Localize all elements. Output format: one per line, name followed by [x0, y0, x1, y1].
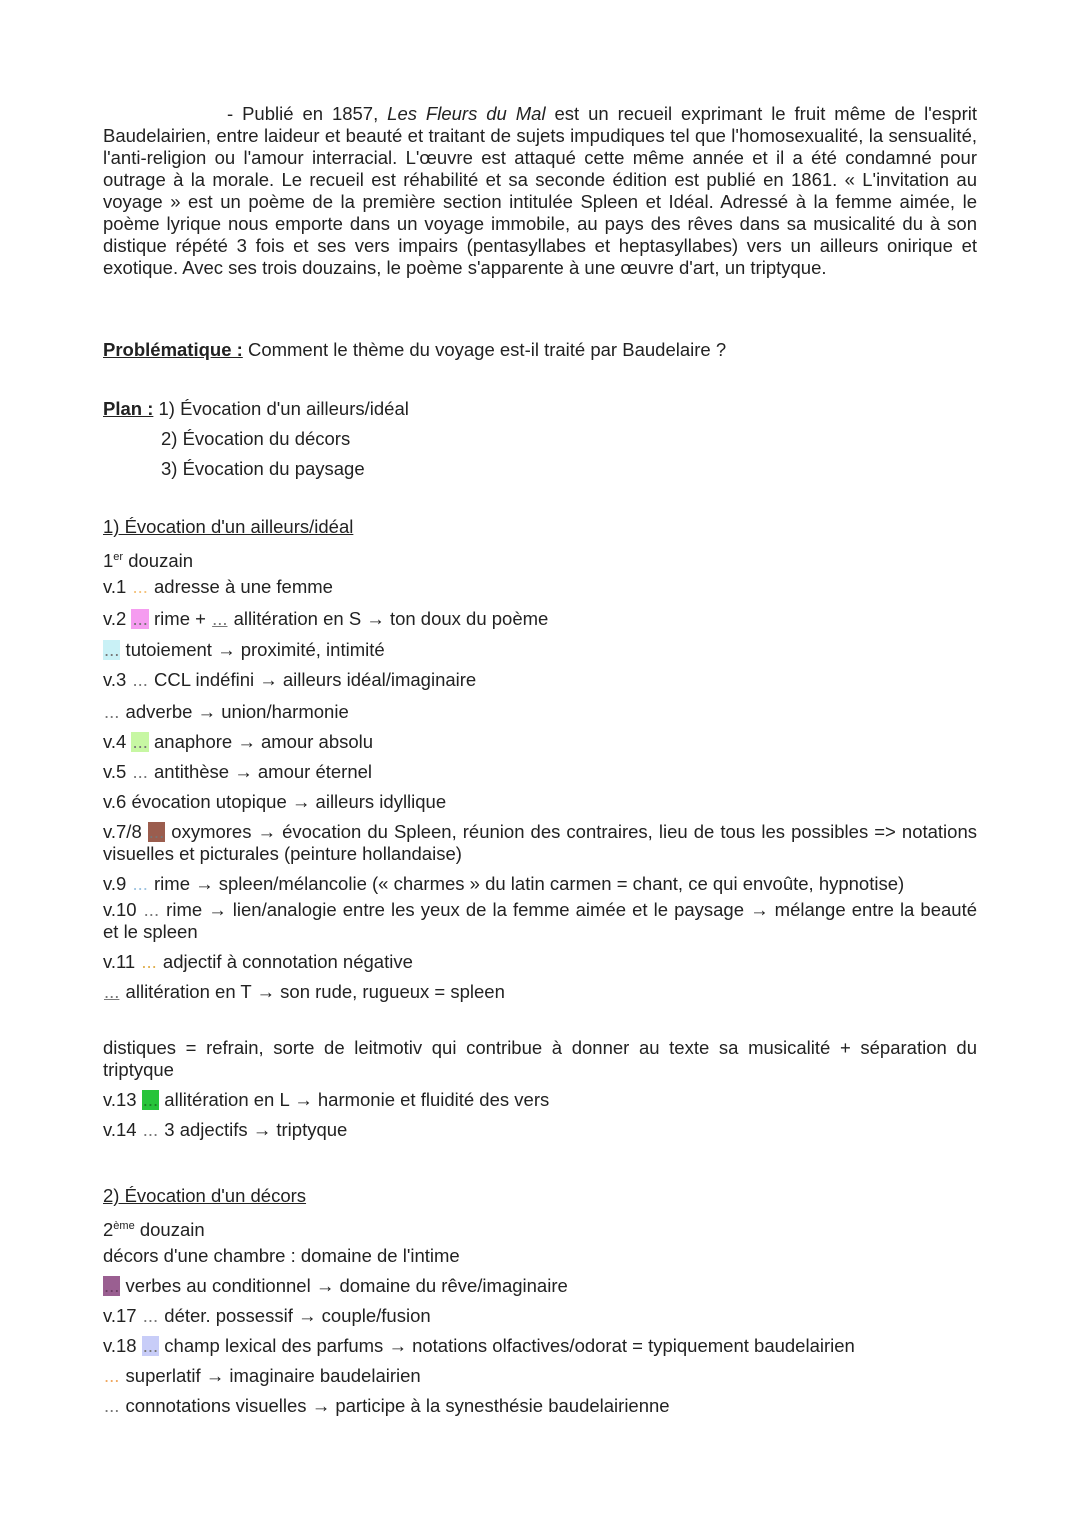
- note-v18: v.18 ... champ lexical des parfums → notations olfactives/odorat = typiquement baudelairien: [103, 1335, 855, 1356]
- douzain-1: 1er douzain: [103, 550, 194, 572]
- note-v9: v.9 ... rime → spleen/mélancolie (« charmes » du latin carmen = chant, ce qui envoûte, hypnotise): [103, 873, 905, 894]
- plan-label: Plan :: [103, 398, 154, 419]
- note-allit-t: ... allitération en T → son rude, rugueux = spleen: [104, 981, 505, 1002]
- plan: [103, 394, 977, 484]
- intro-prefix: - Publié en 1857,: [227, 103, 388, 124]
- plan-item-2: 2) Évocation du décors: [161, 428, 351, 449]
- problematique-label: Problématique :: [103, 339, 243, 360]
- note-v4: v.4 ... anaphore → amour absolu: [103, 731, 374, 752]
- plan-item-3: 3) Évocation du paysage: [161, 458, 365, 479]
- note-conditionnel: ... verbes au conditionnel → domaine du rêve/imaginaire: [104, 1275, 568, 1296]
- note-v11: v.11 ... adjectif à connotation négative: [103, 951, 413, 972]
- plan-item-1: 1) Évocation d'un ailleurs/idéal: [158, 398, 409, 419]
- note-v13: v.13 ... allitération en L → harmonie et fluidité des vers: [103, 1089, 550, 1110]
- douzain-2: 2ème douzain: [103, 1219, 205, 1241]
- section-2: [103, 1181, 977, 1421]
- note-v1: v.1 ... adresse à une femme: [103, 576, 333, 597]
- note-decor: décors d'une chambre : domaine de l'intime: [103, 1245, 460, 1266]
- section-1-title: 1) Évocation d'un ailleurs/idéal: [103, 516, 354, 537]
- note-v14: v.14 ... 3 adjectifs → triptyque: [103, 1119, 348, 1140]
- note-v2: v.2 ... rime + ... allitération en S → ton doux du poème: [103, 608, 549, 629]
- problematique-text: Comment le thème du voyage est-il traité par Baudelaire ?: [242, 339, 727, 360]
- intro-block: [103, 103, 977, 279]
- note-connotations: ... connotations visuelles → participe à la synesthésie baudelairienne: [104, 1395, 670, 1416]
- note-v3: v.3 ... CCL indéfini → ailleurs idéal/imaginaire: [103, 669, 477, 690]
- book-title: Les Fleurs du Mal: [387, 103, 546, 124]
- note-adverbe: ... adverbe → union/harmonie: [104, 701, 349, 722]
- section-2-title: 2) Évocation d'un décors: [103, 1185, 307, 1206]
- note-v5: v.5 ... antithèse → amour éternel: [103, 761, 373, 782]
- intro-paragraph: [103, 103, 977, 279]
- section-1: [103, 512, 977, 1145]
- note-v10: v.10 ... rime → lien/analogie entre les yeux de la femme aimée et le paysage → mélange entre la beauté et le spleen: [103, 899, 978, 942]
- note-v7-8: v.7/8 ... oxymores → évocation du Spleen, réunion des contraires, lieu de tous les possibles => notations visuelles et picturales (peinture hollandaise): [103, 821, 977, 864]
- note-tutoiement: ... tutoiement → proximité, intimité: [104, 639, 385, 660]
- intro-rest: est un recueil exprimant le fruit même de l'esprit Baudelairien, entre laideur et beauté et traitant de sujets impudiques tel que l'homosexualité, la sensualité, l'anti-religion ou l'amour interracial. L'œuvre est attaqué cette même année et il a été condamné pour outrage à la morale. Le recueil est réhabilité et sa seconde édition est publié en 1861. « L'invitation au voyage » est un poème de la première section intitulée Spleen et Idéal. Adressé à la femme aimée, le poème lyrique nous emporte dans un voyage immobile, au pays des rêves dans sa musicalité du à son distique répété 3 fois et ses vers impairs (pentasyllabes et heptasyllabes) vers un ailleurs onirique et exotique. Avec ses trois douzains, le poème s'apparente à une œuvre d'art, un triptyque.: [103, 103, 977, 278]
- note-v6: v.6 évocation utopique → ailleurs idyllique: [103, 791, 447, 812]
- note-distiques: distiques = refrain, sorte de leitmotiv qui contribue à donner au texte sa musicalité + séparation du triptyque: [103, 1037, 977, 1080]
- note-superlatif: ... superlatif → imaginaire baudelairien: [104, 1365, 421, 1386]
- problematique: [103, 335, 977, 365]
- note-v17: v.17 ... déter. possessif → couple/fusion: [103, 1305, 431, 1326]
